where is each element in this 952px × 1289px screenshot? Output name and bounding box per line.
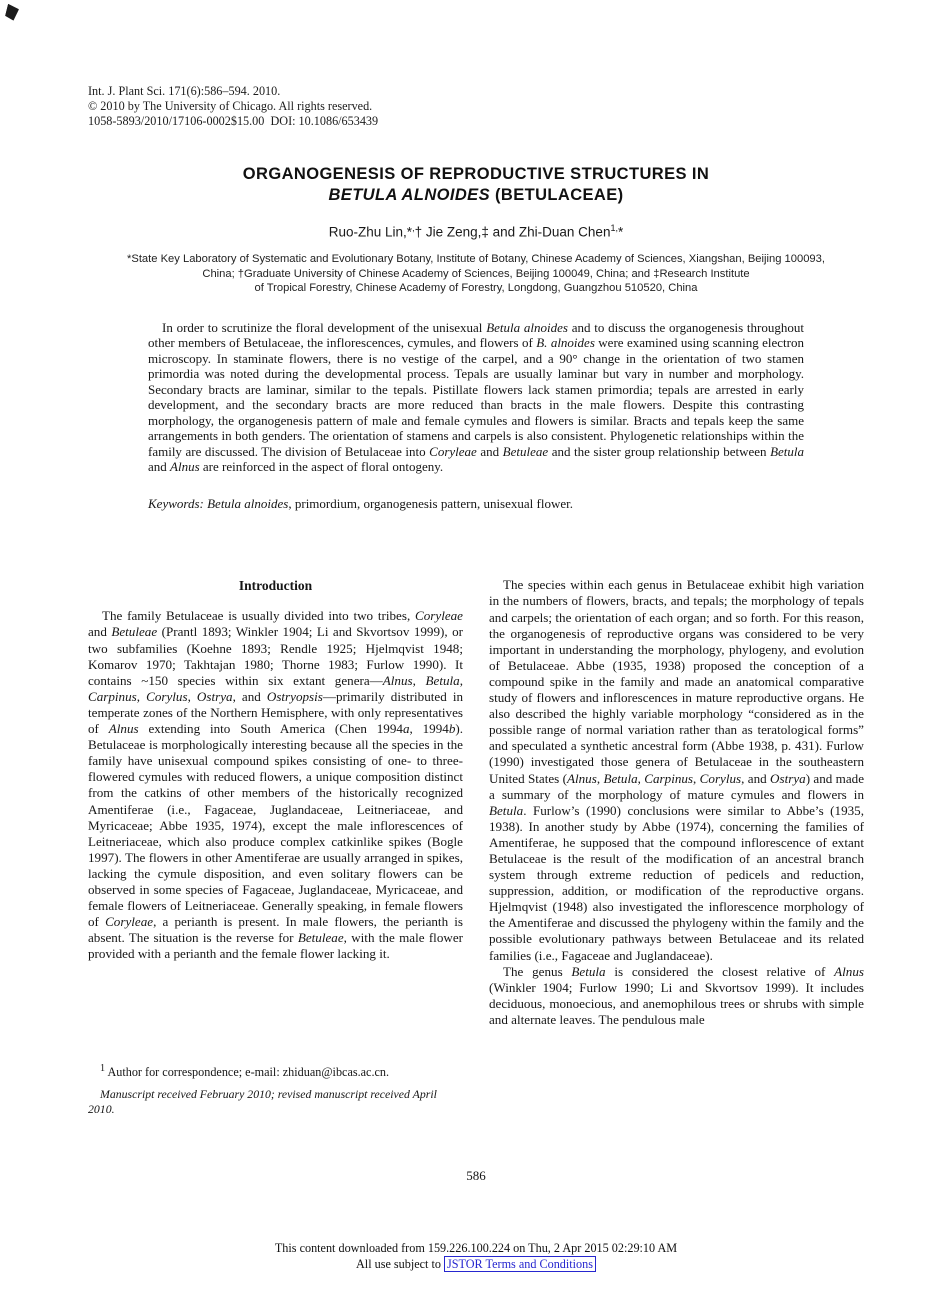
article-title [88,164,864,206]
affiliations-block [88,252,864,296]
authors-line: Ruo-Zhu Lin,*,† Jie Zeng,‡ and Zhi-Duan Chen$^{1,}$* [328,222,624,240]
footnotes-block [88,1051,463,1117]
keywords-line: Keywords: Betula alnoides, primordium, organogenesis pattern, unisexual flower. [148,495,573,511]
terms-prefix: All use subject to [356,1257,445,1271]
introduction-heading: Introduction [238,578,313,594]
download-notice: This content downloaded from 159.226.100.224 on Thu, 2 Apr 2015 02:29:10 AM [274,1241,678,1255]
affiliation-line-2: China; †Graduate University of Chinese Academy of Sciences, Beijing 100049, China; and ‡Research Institute [202,267,750,280]
left-column [88,577,463,1117]
jstor-terms-link[interactable]: JSTOR Terms and Conditions [444,1256,596,1272]
terms-line [0,1256,952,1272]
scan-artifact [4,4,19,21]
affiliation-line-1: *State Key Laboratory of Systematic and Evolutionary Botany, Institute of Botany, Chinese Academy of Sciences, Xiangshan, Beijing 100093, [127,253,825,266]
intro-paragraph-2: The species within each genus in Betulaceae exhibit high variation in the numbers of flowers, bracts, and tepals; the morphology of tepals and carpels; the orientation of each organ; and so forth. For this reason, the organogenesis of reproductive organs was considered to be very important in understanding the morphology, phylogeny, and evolution of Betulaceae. Abbe (1935, 1938) proposed the conception of a compound spike in the family and made an anatomical comparative study of flowers and inflorescences in mature reproductive organs. He also described the highly variable morphology “considered as in the possible range of normal variation rather than as teratological forms” and speculated a synthetic ancestral form (Abbe 1938, p. 431). Furlow (1990) investigated those genera of Betulaceae in the southeastern United States (Alnus, Betula, Carpinus, Corylus, and Ostrya) and made a summary of the morphology of mature cymules and flowers in Betula. Furlow’s (1990) conclusions were similar to Abbe’s (1935, 1938). In another study by Abbe (1974), concerning the families of Amentiferae, he supposed that the compound inflorescence of extant Betulaceae is the result of the modification of an ancestral branch system through extreme reduction of pedicels and reduction, suppression, addition, or modification of the reproductive organs. Hjelmqvist (1948) also investigated the inflorescence morphology of the Amentiferae and discussed the phylogeny within the family and the possible evolutionary pathways between Betulaceae and its related families (i.e., Fagaceae and Juglandaceae). [489,577,865,963]
article-title-line-2: BETULA ALNOIDES (BETULACEAE) [328,185,624,204]
journal-header [88,84,864,130]
jstor-footer [0,1240,952,1272]
right-column [489,577,864,1117]
journal-citation: Int. J. Plant Sci. 171(6):586–594. 2010. [88,84,281,98]
footnote-manuscript-dates: Manuscript received February 2010; revised manuscript received April 2010. [88,1087,437,1117]
journal-copyright: © 2010 by The University of Chicago. All rights reserved. [88,99,373,114]
footnote-correspondence: $^1$ Author for correspondence; e-mail: zhiduan@ibcas.ac.cn. [100,1063,390,1080]
intro-paragraph-3: The genus Betula is considered the closest relative of Alnus (Winkler 1904; Furlow 1990; Li and Skvortsov 1999). It includes deciduous, monoecious, and anemophilous trees or shrubs with simple and alternate leaves. The pendulous male [489,963,864,1027]
page-number: 586 [466,1168,486,1183]
journal-issn-doi: 1058-5893/2010/17106-0002$15.00 DOI: 10.1086/653439 [88,114,379,129]
article-title-line-1: ORGANOGENESIS OF REPRODUCTIVE STRUCTURES IN [242,164,710,183]
abstract-paragraph: In order to scrutinize the floral development of the unisexual Betula alnoides and to discuss the organogenesis throughout other members of Betulaceae, the inflorescences, cymules, and flowers of B. alnoides were examined using scanning electron microscopy. In staminate flowers, there is no vestige of the carpel, and a 90° change in the orientation of two stamen primordia was noted during the developmental process. Tepals are usually laminar but vary in number and morphology. Secondary bracts are laminar, similar to the tepals. Pistillate flowers lack stamen primordia; tepals are arrested in early development, and the secondary bracts are more reduced than bracts in the male flowers. Despite this contrasting morphology, the organogenesis pattern of male and female cymules and flowers is similar. Bracts and tepals keep the same arrangements in both genders. The orientation of stamens and carpels is also consistent. Phylogenetic relationships within the family are discussed. The division of Betulaceae into Coryleae and Betuleae and the sister group relationship between Betula and Alnus are reinforced in the aspect of floral ontogeny. [148,319,804,475]
affiliation-line-3: of Tropical Forestry, Chinese Academy of Forestry, Longdong, Guangzhou 510520, China [254,282,698,295]
intro-paragraph-1: The family Betulaceae is usually divided into two tribes, Coryleae and Betuleae (Prantl 1893; Winkler 1904; Li and Skvortsov 1999), or two subfamilies (Koehne 1893; Rendle 1925; Hjelmqvist 1948; Komarov 1970; Takhtajan 1980; Thorne 1983; Furlow 1990). It contains ~150 species within six extant genera—Alnus, Betula, Carpinus, Corylus, Ostrya, and Ostryopsis—primarily distributed in temperate zones of the Northern Hemisphere, with only representatives of Alnus extending into South America (Chen 1994a, 1994b). Betulaceae is morphologically interesting because all the species in the family have unisexual compound spikes consisting of one- to three-flowered cymules with reduced flowers, a unique composition distinct from the catkins of other members of the historically recognized Amentiferae (i.e., Fagaceae, Juglandaceae, Leitneriaceae, and Myricaceae; Abbe 1935, 1974), except the male inflorescences of Leitneriaceae, which also produce complex catkinlike spikes (Bogle 1997). The flowers in other Amentiferae are usually arranged in spikes, lacking the cymule disposition, and even solitary flowers can be observed in some species of Fagaceae, Juglandaceae, Myricaceae, and female flowers of Leitneriaceae. Generally speaking, in female flowers of Coryleae, a perianth is present. In male flowers, the perianth is absent. The situation is the reverse for Betuleae, with the male flower provided with a perianth and the female flower lacking it. [88,608,464,962]
two-column-layout [88,577,864,1117]
